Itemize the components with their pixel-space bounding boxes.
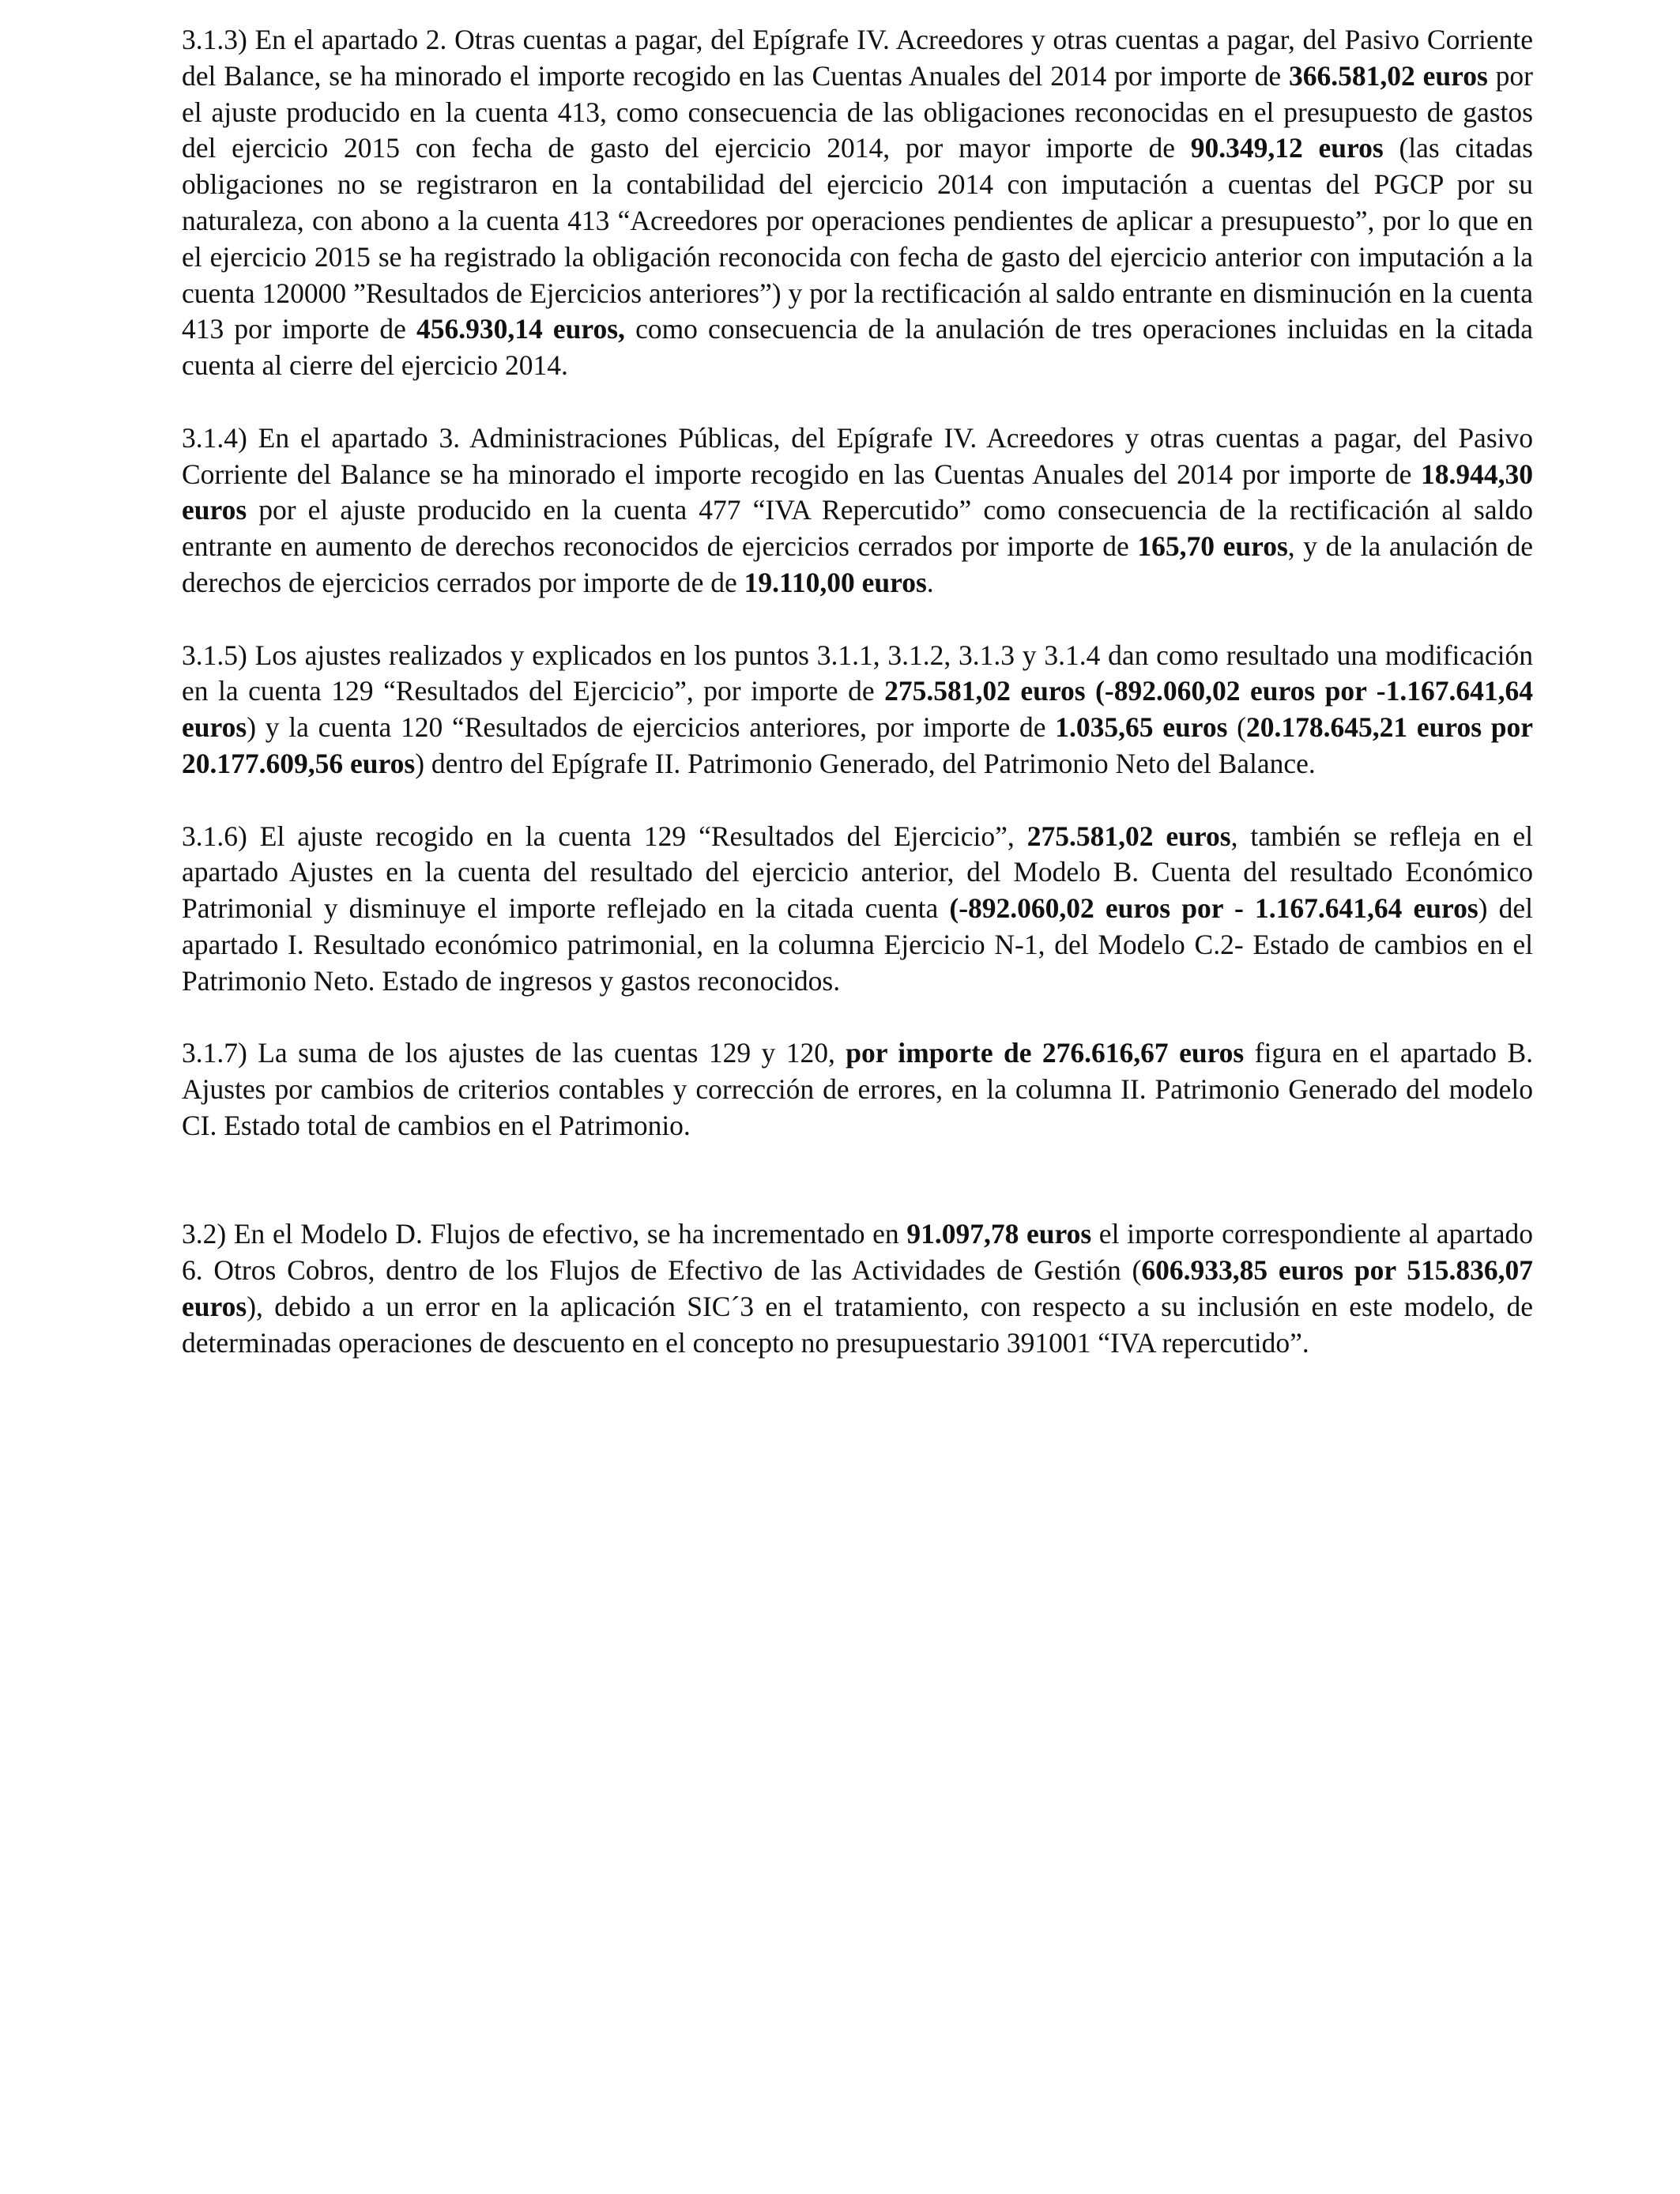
paragraph-3-1-4	[182, 420, 1533, 601]
paragraph-text: .	[926, 566, 934, 598]
paragraph-spacer	[182, 1000, 1533, 1036]
paragraph-text: ) y la cuenta 120 “Resultados de ejercicios anteriores, por importe de	[247, 711, 1056, 744]
paragraph-3-2	[182, 1216, 1533, 1361]
bold-amount-text: 18.944,30 euros	[182, 458, 1533, 526]
paragraph-text: 3.1.3) En el apartado 2. Otras cuentas a pagar, del Epígrafe IV. Acreedores y otras cuentas a pagar, del Pasivo Corriente del Balance, se ha minorado el importe recogido en las Cuentas Anuales del 2014 por importe de	[182, 24, 1533, 92]
paragraph-text: 3.1.7) La suma de los ajustes de las cuentas 129 y 120,	[182, 1037, 846, 1069]
paragraph-3-1-6	[182, 819, 1533, 1000]
bold-amount-text: 165,70 euros	[1137, 530, 1288, 563]
paragraph-3-1-3	[182, 22, 1533, 384]
bold-amount-text: 91.097,78 euros	[906, 1218, 1092, 1250]
bold-amount-text: 20.178.645,21 euros por 20.177.609,56 euros	[182, 711, 1533, 779]
bold-amount-text: 456.930,14 euros,	[416, 313, 625, 345]
paragraph-text: (	[1227, 711, 1246, 744]
bold-amount-text: 1.035,65 euros	[1055, 711, 1228, 744]
bold-amount-text: 366.581,02 euros	[1289, 59, 1488, 92]
paragraph-text: el importe correspondiente al apartado 6. Otros Cobros, dentro de los Flujos de Efectivo de las Actividades de Gestión (	[182, 1218, 1533, 1287]
document-page	[182, 22, 1533, 1361]
paragraph-text: 3.1.4) En el apartado 3. Administraciones Públicas, del Epígrafe IV. Acreedores y otras cuentas a pagar, del Pasivo Corriente del Balance se ha minorado el importe recogido en las Cuentas Anuales del 2014 por importe de	[182, 421, 1533, 490]
paragraph-spacer	[182, 601, 1533, 638]
bold-amount-text: por importe de 276.616,67 euros	[846, 1037, 1245, 1069]
paragraph-text: ) dentro del Epígrafe II. Patrimonio Generado, del Patrimonio Neto del Balance.	[415, 747, 1316, 779]
paragraph-text: por el ajuste producido en la cuenta 477 “IVA Repercutido” como consecuencia de la rectificación al saldo entrante en aumento de derechos reconocidos de ejercicios cerrados por importe de	[182, 494, 1533, 563]
paragraph-text: como consecuencia de la anulación de tres operaciones incluidas en la citada cuenta al cierre del ejercicio 2014.	[182, 313, 1533, 382]
bold-amount-text: 606.933,85 euros por 515.836,07 euros	[182, 1254, 1533, 1322]
bold-amount-text: 19.110,00 euros	[744, 566, 927, 598]
bold-amount-text: (-892.060,02 euros por - 1.167.641,64 euros	[949, 892, 1478, 925]
bold-amount-text: 90.349,12 euros	[1190, 132, 1384, 164]
paragraph-text: (las citadas obligaciones no se registraron en la contabilidad del ejercicio 2014 con imputación a cuentas del PGCP por su naturaleza, con abono a la cuenta 413 “Acreedores por operaciones pendientes de aplicar a presupuesto”, por lo que en el ejercicio 2015 se ha registrado la obligación reconocida con fecha de gasto del ejercicio anterior con imputación a la cuenta 120000 ”Resultados de Ejercicios anteriores”) y por la rectificación al saldo entrante en disminución en la cuenta 413 por importe de	[182, 132, 1533, 345]
paragraph-3-1-5	[182, 638, 1533, 782]
bold-amount-text: 275.581,02 euros	[1026, 820, 1231, 852]
paragraph-spacer	[182, 384, 1533, 420]
paragraph-text: 3.1.5) Los ajustes realizados y explicados en los puntos 3.1.1, 3.1.2, 3.1.3 y 3.1.4 dan como resultado una modificación en la cuenta 129 “Resultados del Ejercicio”, por importe de	[182, 639, 1533, 707]
paragraph-spacer	[182, 782, 1533, 819]
bold-amount-text: 275.581,02 euros (-892.060,02 euros por -1.167.641,64 euros	[182, 675, 1533, 744]
paragraph-text: 3.2) En el Modelo D. Flujos de efectivo, se ha incrementado en	[182, 1218, 907, 1250]
paragraph-text: , y de la anulación de derechos de ejercicios cerrados por importe de de	[182, 530, 1533, 598]
paragraph-spacer	[182, 1144, 1533, 1217]
paragraph-text: por el ajuste producido en la cuenta 413, como consecuencia de las obligaciones reconocidas en el presupuesto de gastos del ejercicio 2015 con fecha de gasto del ejercicio 2014, por mayor importe de	[182, 59, 1534, 164]
paragraph-text: 3.1.6) El ajuste recogido en la cuenta 129 “Resultados del Ejercicio”,	[182, 820, 1027, 852]
paragraph-text: figura en el apartado B. Ajustes por cambios de criterios contables y corrección de errores, en la columna II. Patrimonio Generado del modelo CI. Estado total de cambios en el Patrimonio.	[182, 1037, 1533, 1141]
paragraph-text: ) del apartado I. Resultado económico patrimonial, en la columna Ejercicio N-1, del Modelo C.2- Estado de cambios en el Patrimonio Neto. Estado de ingresos y gastos reconocidos.	[182, 892, 1533, 997]
paragraph-text: , también se refleja en el apartado Ajustes en la cuenta del resultado del ejercicio anterior, del Modelo B. Cuenta del resultado Económico Patrimonial y disminuye el importe reflejado en la citada cuenta	[182, 820, 1533, 925]
paragraph-3-1-7	[182, 1035, 1533, 1144]
paragraph-text: ), debido a un error en la aplicación SIC´3 en el tratamiento, con respecto a su inclusión en este modelo, de determinadas operaciones de descuento en el concepto no presupuestario 391001 “IVA repercutido”.	[182, 1290, 1533, 1359]
